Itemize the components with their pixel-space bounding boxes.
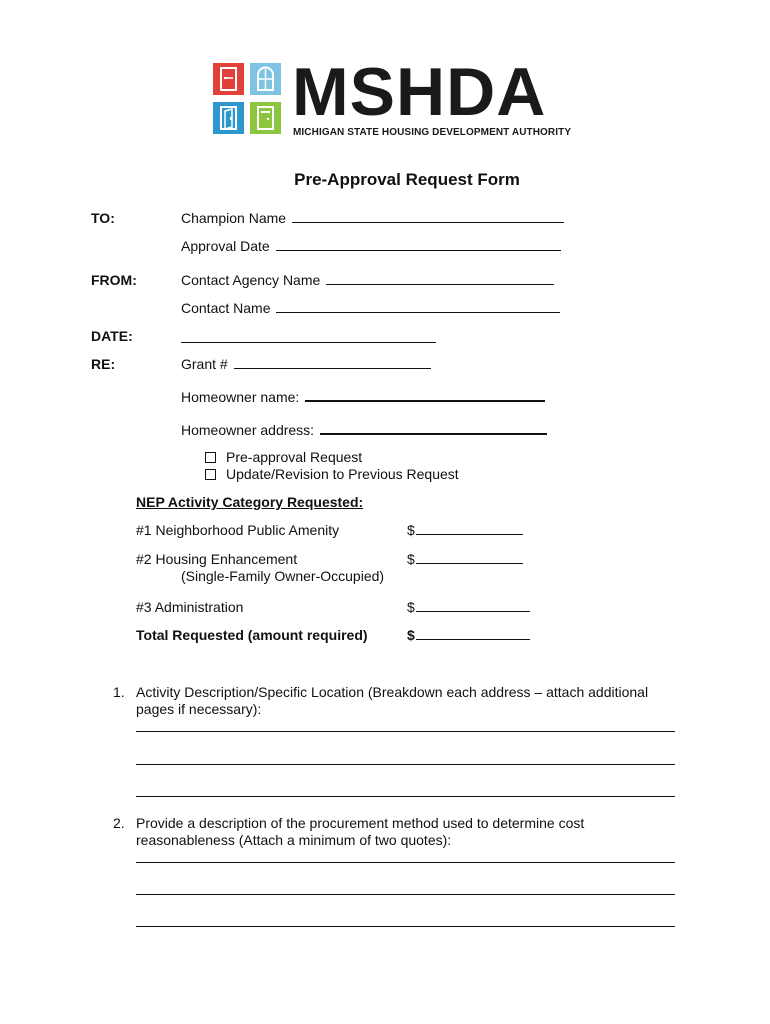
question-text-line: Provide a description of the procurement method used to determine cost: [136, 815, 585, 831]
checkbox-pre-approval[interactable]: [205, 449, 362, 465]
nep-amount-field[interactable]: [407, 551, 523, 567]
answer-line[interactable]: [136, 862, 675, 863]
champion-name-blank[interactable]: [292, 210, 564, 223]
champion-name-label: Champion Name: [181, 210, 287, 226]
brand-subtitle: MICHIGAN STATE HOUSING DEVELOPMENT AUTHORITY: [293, 127, 572, 138]
form-title: Pre-Approval Request Form: [294, 170, 520, 189]
question-number: 1.: [113, 684, 125, 700]
answer-line[interactable]: [136, 894, 675, 895]
currency-symbol: $: [407, 599, 415, 615]
answer-line[interactable]: [136, 926, 675, 927]
brand-name: MSHDA: [292, 54, 547, 130]
answer-line[interactable]: [136, 731, 675, 732]
nep-row-label: #3 Administration: [136, 599, 244, 615]
nep-amount-field[interactable]: [407, 522, 523, 538]
homeowner-address-label: Homeowner address:: [181, 422, 315, 438]
contact-name-blank[interactable]: [276, 300, 560, 313]
currency-symbol: $: [407, 627, 415, 643]
amount-blank[interactable]: [416, 522, 523, 535]
currency-symbol: $: [407, 551, 415, 567]
house-door-tile-icon: [250, 102, 281, 134]
checkbox-label: Update/Revision to Previous Request: [226, 466, 459, 482]
checkbox-icon[interactable]: [205, 452, 216, 463]
answer-line[interactable]: [136, 764, 675, 765]
contact-agency-label: Contact Agency Name: [181, 272, 321, 288]
grant-blank[interactable]: [234, 356, 431, 369]
contact-agency-field[interactable]: [181, 272, 554, 288]
homeowner-address-field[interactable]: [181, 421, 547, 438]
nep-row-label: #1 Neighborhood Public Amenity: [136, 522, 340, 538]
currency-symbol: $: [407, 522, 415, 538]
date-label: DATE:: [91, 328, 133, 344]
contact-name-label: Contact Name: [181, 300, 271, 316]
to-label: TO:: [91, 210, 115, 226]
question-text-line: reasonableness (Attach a minimum of two quotes):: [136, 832, 452, 848]
re-label: RE:: [91, 356, 116, 372]
amount-blank[interactable]: [416, 551, 523, 564]
nep-row-label: #2 Housing Enhancement: [136, 551, 298, 567]
checkbox-update-revision[interactable]: [205, 466, 459, 482]
from-label: FROM:: [91, 272, 137, 288]
homeowner-address-blank[interactable]: [320, 421, 547, 435]
checkbox-icon[interactable]: [205, 469, 216, 480]
question-number: 2.: [113, 815, 125, 831]
nep-row-sublabel: (Single-Family Owner-Occupied): [181, 568, 385, 584]
door-tile-icon: [213, 63, 244, 95]
answer-line[interactable]: [136, 796, 675, 797]
contact-agency-blank[interactable]: [326, 272, 554, 285]
grant-label: Grant #: [181, 356, 228, 372]
approval-date-label: Approval Date: [181, 238, 270, 254]
amount-blank[interactable]: [416, 599, 530, 612]
amount-blank[interactable]: [416, 627, 530, 640]
homeowner-name-field[interactable]: [181, 388, 545, 405]
question-text-line: pages if necessary):: [136, 701, 262, 717]
date-blank[interactable]: [181, 342, 436, 343]
champion-name-field[interactable]: [181, 210, 564, 226]
arched-window-tile-icon: [250, 63, 281, 95]
checkbox-label: Pre-approval Request: [226, 449, 363, 465]
contact-name-field[interactable]: [181, 300, 560, 316]
approval-date-blank[interactable]: [276, 238, 561, 251]
question-text-line: Activity Description/Specific Location (Breakdown each address – attach additional: [136, 684, 649, 700]
nep-heading: NEP Activity Category Requested:: [136, 494, 364, 510]
open-door-tile-icon: [213, 102, 244, 134]
nep-amount-field[interactable]: [407, 599, 530, 615]
homeowner-name-label: Homeowner name:: [181, 389, 300, 405]
approval-date-field[interactable]: [181, 238, 561, 254]
homeowner-name-blank[interactable]: [305, 388, 545, 402]
grant-field[interactable]: [181, 356, 431, 372]
nep-total-label: Total Requested (amount required): [136, 627, 368, 643]
nep-total-amount-field[interactable]: [407, 627, 530, 643]
